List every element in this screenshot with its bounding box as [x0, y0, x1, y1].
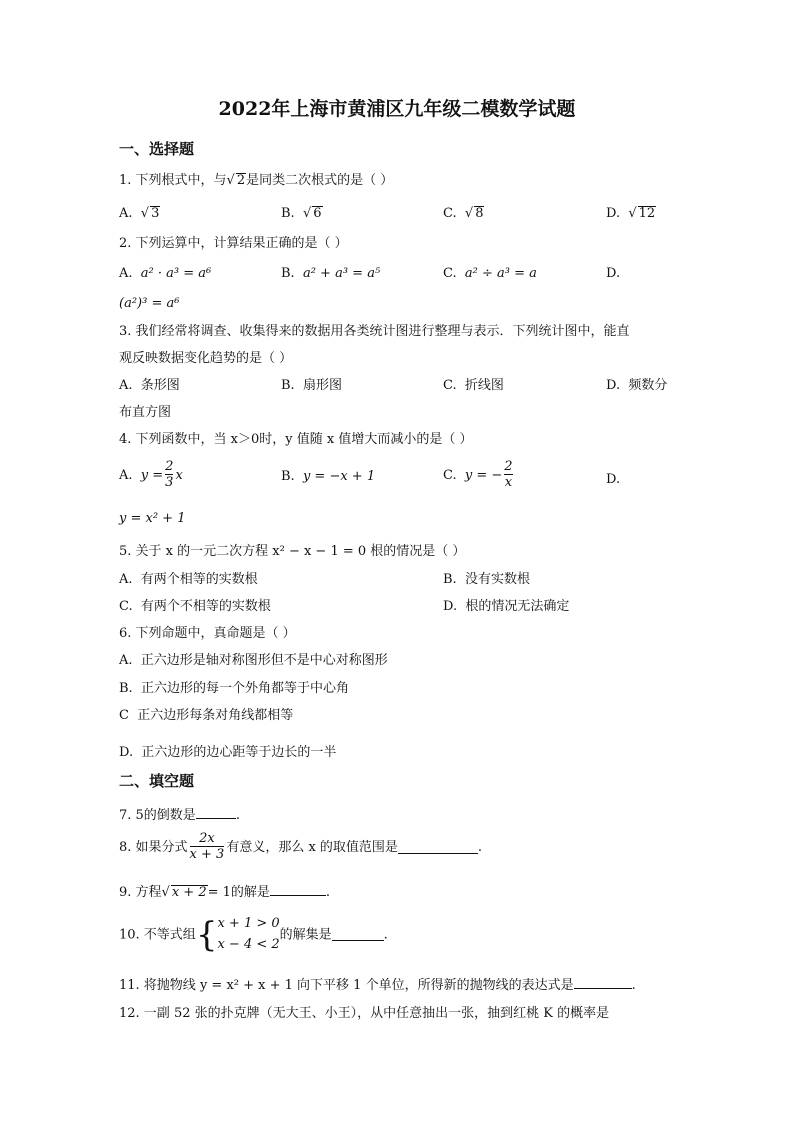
q6-option-c: C 正六边形每条对角线都相等: [119, 708, 294, 723]
q4-option-d-label: D.: [606, 472, 621, 487]
q5-option-a: A. 有两个相等的实数根: [119, 572, 258, 587]
question-1: 1. 下列根式中，与√ 2是同类二次根式的是（ ）: [119, 173, 394, 188]
answer-blank: [398, 841, 478, 854]
q2-option-b: B. a² + a³ = a⁵: [281, 266, 381, 281]
question-9: 9. 方程√ x + 2= 1的解是 .: [119, 885, 331, 900]
q2-option-d-label: D.: [606, 266, 621, 281]
q6-option-a: A. 正六边形是轴对称图形但不是中心对称图形: [119, 653, 388, 668]
q1-option-c: C. √ 8: [443, 206, 484, 221]
question-10: 10. 不等式组{ x + 1 > 0 x − 4 < 2 的解集是 .: [119, 914, 388, 955]
q6-option-d: D. 正六边形的边心距等于边长的一半: [119, 745, 337, 760]
q2-option-d: (a²)³ = a⁶: [119, 296, 180, 311]
question-6: 6. 下列命题中，真命题是（ ）: [119, 626, 296, 641]
q1-option-a: A. √ 3: [119, 206, 160, 221]
question-4: 4. 下列函数中，当 x＞0时，y 值随 x 值增大而减小的是（ ）: [119, 432, 473, 447]
q3-option-d: D. 频数分: [606, 378, 668, 393]
question-12: 12. 一副 52 张的扑克牌（无大王、小王），从中任意抽出一张，抽到红桃 K 的概率是: [119, 1006, 610, 1021]
q3-option-c: C. 折线图: [443, 378, 504, 393]
q4-option-a: A. y = $\frac{2}{3}$ x: [119, 459, 183, 491]
question-3-line-1: 3. 我们经常将调查、收集得来的数据用各类统计图进行整理与表示．下列统计图中，能直: [119, 324, 630, 339]
question-2: 2. 下列运算中，计算结果正确的是（ ）: [119, 236, 348, 251]
q4-option-d: y = x² + 1: [119, 511, 186, 526]
question-1-suffix: 是同类二次根式的是（ ）: [246, 173, 394, 188]
question-5: 5. 关于 x 的一元二次方程 x² − x − 1 = 0 根的情况是（ ）: [119, 544, 466, 559]
section-heading-choice: 一、选择题: [119, 140, 195, 158]
answer-blank: [332, 928, 384, 941]
q1-option-b: B. √ 6: [281, 206, 322, 221]
q3-option-b: B. 扇形图: [281, 378, 342, 393]
q6-option-b: B. 正六边形的每一个外角都等于中心角: [119, 681, 349, 696]
question-11: 11. 将抛物线 y = x² + x + 1 向下平移 1 个单位，所得新的抛物线的表达式是 .: [119, 978, 636, 993]
question-3-line-2: 观反映数据变化趋势的是（ ）: [119, 351, 293, 366]
q1-option-d: D. √ 12: [606, 206, 656, 221]
answer-blank: [196, 806, 236, 819]
q5-option-c: C. 有两个不相等的实数根: [119, 599, 271, 614]
question-7: 7. 5的倒数是 .: [119, 808, 240, 823]
answer-blank: [574, 976, 632, 989]
q4-option-b: B. y = −x + 1: [281, 469, 376, 484]
q3-option-a: A. 条形图: [119, 378, 180, 393]
q2-option-a: A. a² · a³ = a⁶: [119, 266, 212, 281]
q2-option-c: C. a² ÷ a³ = a: [443, 266, 537, 281]
section-heading-fill: 二、填空题: [119, 772, 195, 790]
q3-option-d-wrap: 布直方图: [119, 405, 172, 420]
answer-blank: [270, 883, 326, 896]
page-title: 2022年上海市黄浦区九年级二模数学试题: [218, 98, 576, 120]
q5-option-d: D. 根的情况无法确定: [443, 599, 570, 614]
q5-option-b: B. 没有实数根: [443, 572, 530, 587]
question-8: 8. 如果分式 $\frac{2x}{x + 3}$ 有意义，那么 x 的取值范围是 .: [119, 831, 483, 863]
q4-option-c: C. y = − $\frac{2}{x}$: [443, 459, 513, 491]
question-1-radicand: 2: [236, 173, 246, 188]
question-1-prefix: 1. 下列根式中，与: [119, 173, 227, 188]
